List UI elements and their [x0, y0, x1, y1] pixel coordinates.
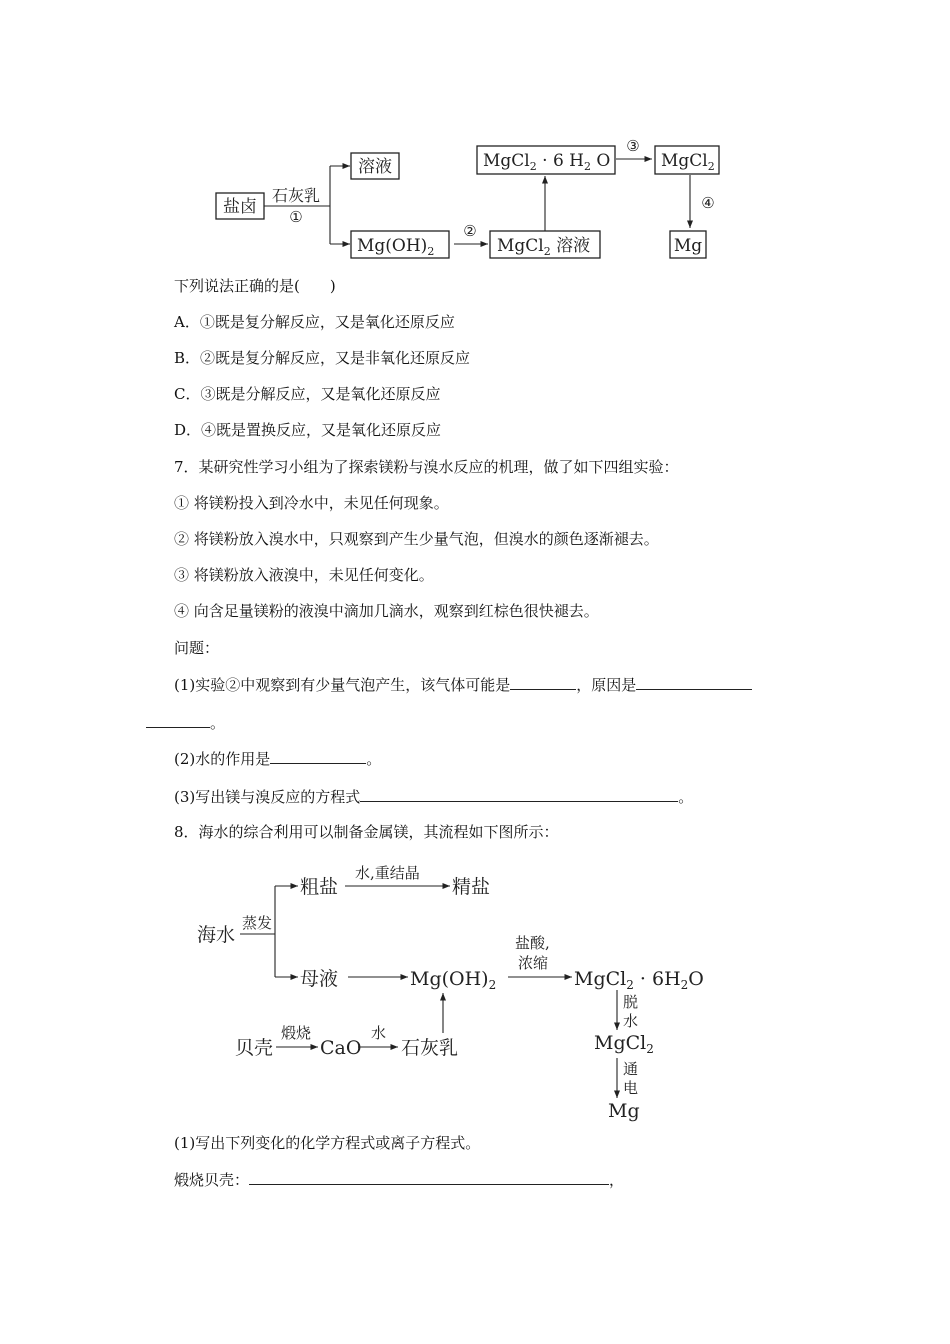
cao-label: CaO: [320, 1037, 362, 1059]
q7-sub1-end: 。: [210, 714, 226, 732]
mgcl2-label-2: MgCl$_2$: [594, 1032, 654, 1056]
step1-label: ①: [289, 208, 303, 226]
mother-liquor-label: 母液: [300, 968, 339, 990]
hydrate-label: MgCl$_2$ · 6 $H_2$ O: [483, 151, 611, 173]
calcine-label: 煅烧: [281, 1024, 312, 1042]
flow-diagram-brine: [0, 0, 950, 270]
q7-sub1-blank-reason-cont[interactable]: [146, 713, 210, 728]
electrolysis-label-1: 通: [623, 1060, 639, 1078]
q8-calcine-end: ，: [609, 1171, 625, 1189]
evaporate-label: 蒸发: [242, 914, 273, 932]
mgoh2-label-2: $Mg(OH)_2$: [410, 968, 497, 992]
water-recrystal-label: 水,重结晶: [355, 864, 420, 882]
lime-milk-label: 石灰乳: [271, 186, 321, 205]
electrolysis-label-2: 电: [623, 1079, 639, 1097]
q8-calcine-label: 煅烧贝壳：: [174, 1171, 250, 1189]
q7-experiment-3: ③ 将镁粉放入液溴中，未见任何变化。: [174, 566, 434, 584]
q7-sub3-end: 。: [678, 788, 694, 806]
mgoh2-label: $Mg(OH)_2$: [357, 236, 435, 258]
q7-sub1-cont: [146, 713, 225, 733]
q7-sub3-blank[interactable]: [360, 787, 678, 802]
q6-option-d: D．④既是置换反应，又是氧化还原反应: [174, 421, 442, 439]
seawater-label: 海水: [197, 924, 236, 946]
step3-label: ③: [626, 137, 640, 155]
mg-label-2: Mg: [608, 1100, 640, 1122]
mgcl2-solution-label: MgCl$_2$ 溶液: [497, 236, 591, 258]
mgcl2-label: MgCl$_2$: [661, 151, 715, 173]
q7-sub3: [174, 787, 693, 807]
water-label: 水: [371, 1024, 387, 1042]
q7-sub1-blank-gas[interactable]: [510, 675, 576, 690]
q7-experiment-2: ② 将镁粉放入溴水中，只观察到产生少量气泡，但溴水的颜色逐渐褪去。: [174, 530, 659, 548]
brine-label: 盐卤: [223, 197, 257, 217]
hcl-label: 盐酸,: [515, 934, 550, 952]
q7-sub1-text-a: (1)实验②中观察到有少量气泡产生，该气体可能是: [174, 676, 511, 694]
q7-sub2: [174, 749, 381, 769]
q6-stem: 下列说法正确的是( ): [174, 277, 336, 295]
q8-calcine: [174, 1170, 624, 1190]
q6-option-b: B．②既是复分解反应，又是非氧化还原反应: [174, 349, 471, 367]
q7-experiment-1: ① 将镁粉投入到冷水中，未见任何现象。: [174, 494, 449, 512]
q7-sub2-text: (2)水的作用是: [174, 750, 271, 768]
q6-option-c: C．③既是分解反应，又是氧化还原反应: [174, 385, 441, 403]
q7-sub2-blank[interactable]: [270, 749, 366, 764]
q7-stem: 7．某研究性学习小组为了探索镁粉与溴水反应的机理，做了如下四组实验：: [174, 458, 679, 476]
q7-sub1-blank-reason[interactable]: [636, 675, 752, 690]
hydrate-label-2: MgCl$_2$ · $6H_2O$: [574, 968, 704, 992]
q8-calcine-blank[interactable]: [249, 1170, 609, 1185]
solution-label: 溶液: [358, 157, 392, 177]
q8-stem: 8．海水的综合利用可以制备金属镁，其流程如下图所示：: [174, 823, 559, 841]
dehydrate-label-2: 水: [623, 1012, 639, 1030]
step4-label: ④: [701, 194, 715, 212]
lime-milk-label-2: 石灰乳: [401, 1037, 459, 1059]
q7-sub1: [174, 675, 752, 695]
mg-label: Mg: [673, 236, 703, 256]
q7-sub1-text-b: ，原因是: [576, 676, 637, 694]
shell-label: 贝壳: [235, 1037, 274, 1059]
q6-option-a: A．①既是复分解反应，又是氧化还原反应: [174, 313, 455, 331]
step2-label: ②: [463, 222, 477, 240]
q7-experiment-4: ④ 向含足量镁粉的液溴中滴加几滴水，观察到红棕色很快褪去。: [174, 602, 599, 620]
q8-sub1: (1)写出下列变化的化学方程式或离子方程式。: [174, 1134, 481, 1152]
q7-sub2-end: 。: [366, 750, 382, 768]
dehydrate-label-1: 脱: [623, 993, 639, 1011]
concentrate-label: 浓缩: [518, 954, 549, 972]
crude-salt-label: 粗盐: [300, 876, 339, 898]
refined-salt-label: 精盐: [452, 876, 491, 898]
flow-diagram-seawater: [0, 848, 950, 1138]
q7-question-label: 问题：: [174, 639, 220, 657]
q7-sub3-text: (3)写出镁与溴反应的方程式: [174, 788, 361, 806]
